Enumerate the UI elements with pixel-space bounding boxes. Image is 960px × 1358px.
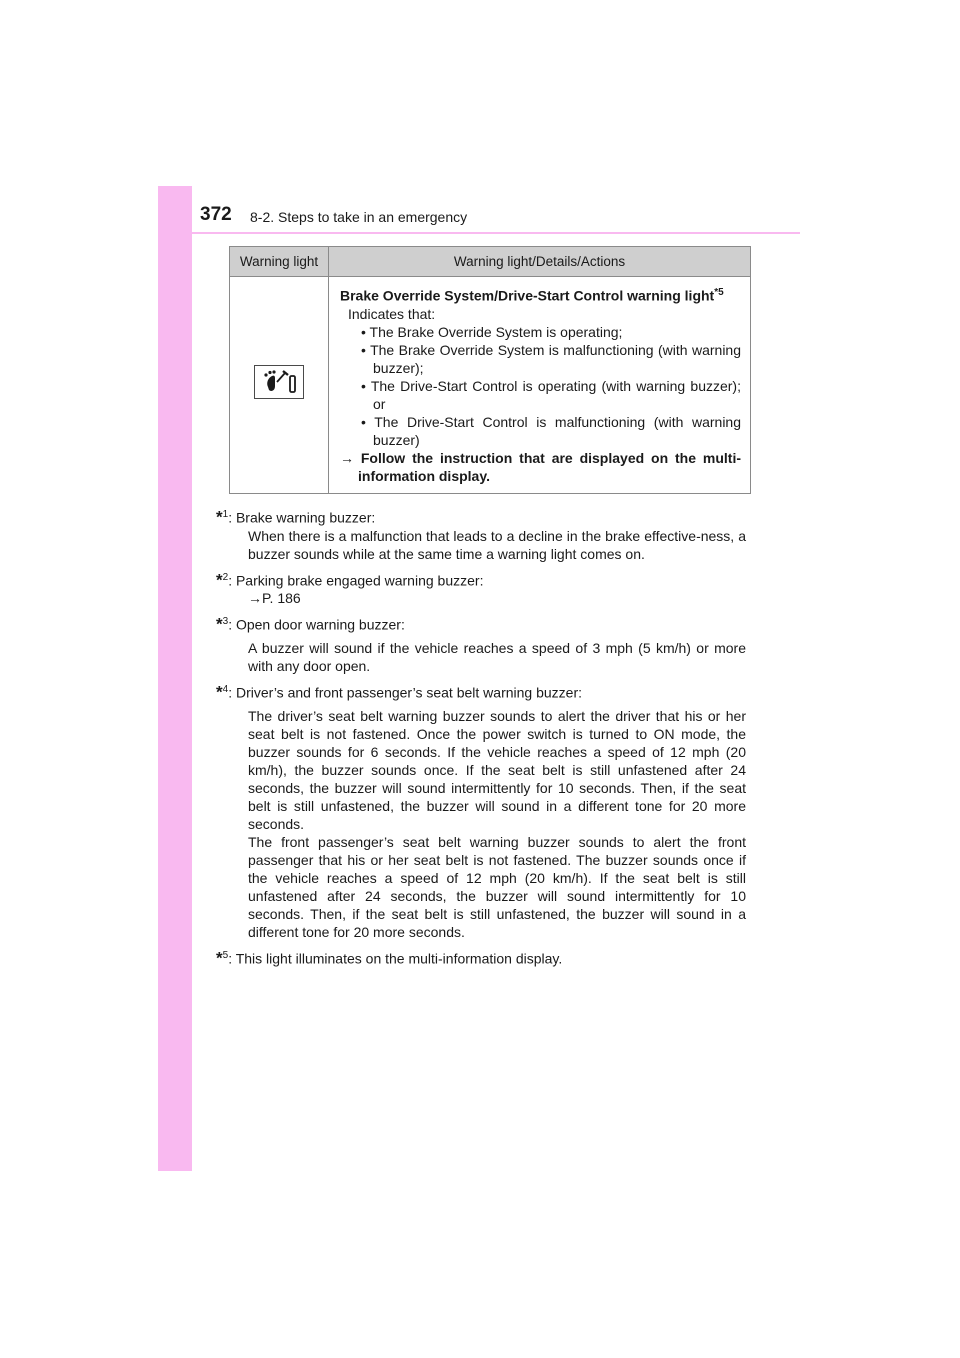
chapter-sidebar-tab (158, 186, 192, 1171)
footnote-4: *$^4$: Driver’s and front passenger’s seat belt warning buzzer: The driver’s seat belt warning buzzer sounds to alert the driver that his or her seat belt is not fastened. Once the power switch is turned to ON mode, the buzzer sounds for 6 seconds. If the vehicle reaches a speed of 12 mph (20 km/h), the buzzer sounds once. If the seat belt is still unfastened after 24 seconds, the buzzer will sound intermittently for 10 seconds. Then, if the seat belt is still unfastened, the buzzer will sound in a different tone for 20 more seconds. The front passenger’s seat belt warning buzzer sounds to alert the front passenger that his or her seat belt is not fastened. The buzzer sounds once if the vehicle reaches a speed of 12 mph (20 km/h). If the seat belt is still unfastened after 24 seconds, the buzzer will sound intermittently for 10 seconds. Then, if the seat belt is still unfastened, the buzzer will sound in a different tone for 20 more seconds. (216, 682, 746, 940)
footnote-5: *$^5$: This light illuminates on the multi-information display. (216, 948, 563, 968)
col-header-warning-light: Warning light (230, 247, 329, 277)
warning-light-details (329, 277, 751, 494)
warning-light-table (229, 246, 751, 494)
footnote-body: When there is a malfunction that leads to a decline in the brake effective-ness, a buzzer sounds while at the same time a warning light comes on. (248, 527, 746, 562)
page-reference: →P. 186 (248, 590, 301, 607)
footnote-1: *$^1$: Brake warning buzzer: When there is a malfunction that leads to a decline in the brake effective-ness, a buzzer sounds while at the same time a warning light comes on. (216, 507, 746, 562)
list-item: • The Brake Override System is malfunctioning (with warning buzzer); (361, 341, 741, 376)
list-item: • The Drive-Start Control is operating (with warning buzzer); or (361, 377, 741, 412)
footnote-3: *$^3$: Open door warning buzzer: A buzzer will sound if the vehicle reaches a speed of 3 mph (5 km/h) or more with any door open. (216, 614, 746, 674)
col-header-details: Warning light/Details/Actions (329, 247, 751, 277)
list-item: • The Drive-Start Control is malfunctioning (with warning buzzer) (361, 413, 741, 448)
footnotes (216, 506, 746, 973)
details-intro: Indicates that: (348, 305, 436, 322)
table-row (230, 277, 751, 494)
footnote-body: The driver’s seat belt warning buzzer sounds to alert the driver that his or her seat belt is not fastened. Once the power switch is turned to ON mode, the buzzer sounds for 6 seconds. If the vehicle reaches a speed of 12 mph (20 km/h), the buzzer sounds once. If the seat belt is still unfastened after 24 seconds, the buzzer will sound intermittently for 10 seconds. Then, if the seat belt is still unfastened, the buzzer will sound in a different tone for 20 more seconds. (248, 707, 746, 832)
header-rule (192, 232, 800, 234)
list-item: • The Brake Override System is operating; (361, 323, 623, 340)
warning-light-title: Brake Override System/Drive-Start Control warning light$^{*5}$ (340, 287, 724, 304)
page-number: 372 (200, 204, 232, 225)
warning-light-cell (230, 277, 329, 494)
footnote-body: A buzzer will sound if the vehicle reaches a speed of 3 mph (5 km/h) or more with any door open. (248, 639, 746, 674)
section-title: 8-2. Steps to take in an emergency (250, 209, 468, 225)
footnote-2: *$^2$: Parking brake engaged warning buzzer: →P. 186 (216, 569, 746, 608)
footnote-body: The front passenger’s seat belt warning buzzer sounds to alert the front passenger that his or her seat belt is not fastened. The buzzer sounds once if the vehicle reaches a speed of 12 mph (20 km/h). If the seat belt is still unfastened after 24 seconds, the buzzer will sound intermittently for 10 seconds. Then, if the seat belt is still unfastened, the buzzer will sound in a different tone for 20 more seconds. (248, 833, 746, 940)
brake-override-warning-icon (254, 365, 304, 399)
action-instruction: → Follow the instruction that are displayed on the multi-information display. (340, 449, 741, 484)
table-header-row (230, 247, 751, 277)
